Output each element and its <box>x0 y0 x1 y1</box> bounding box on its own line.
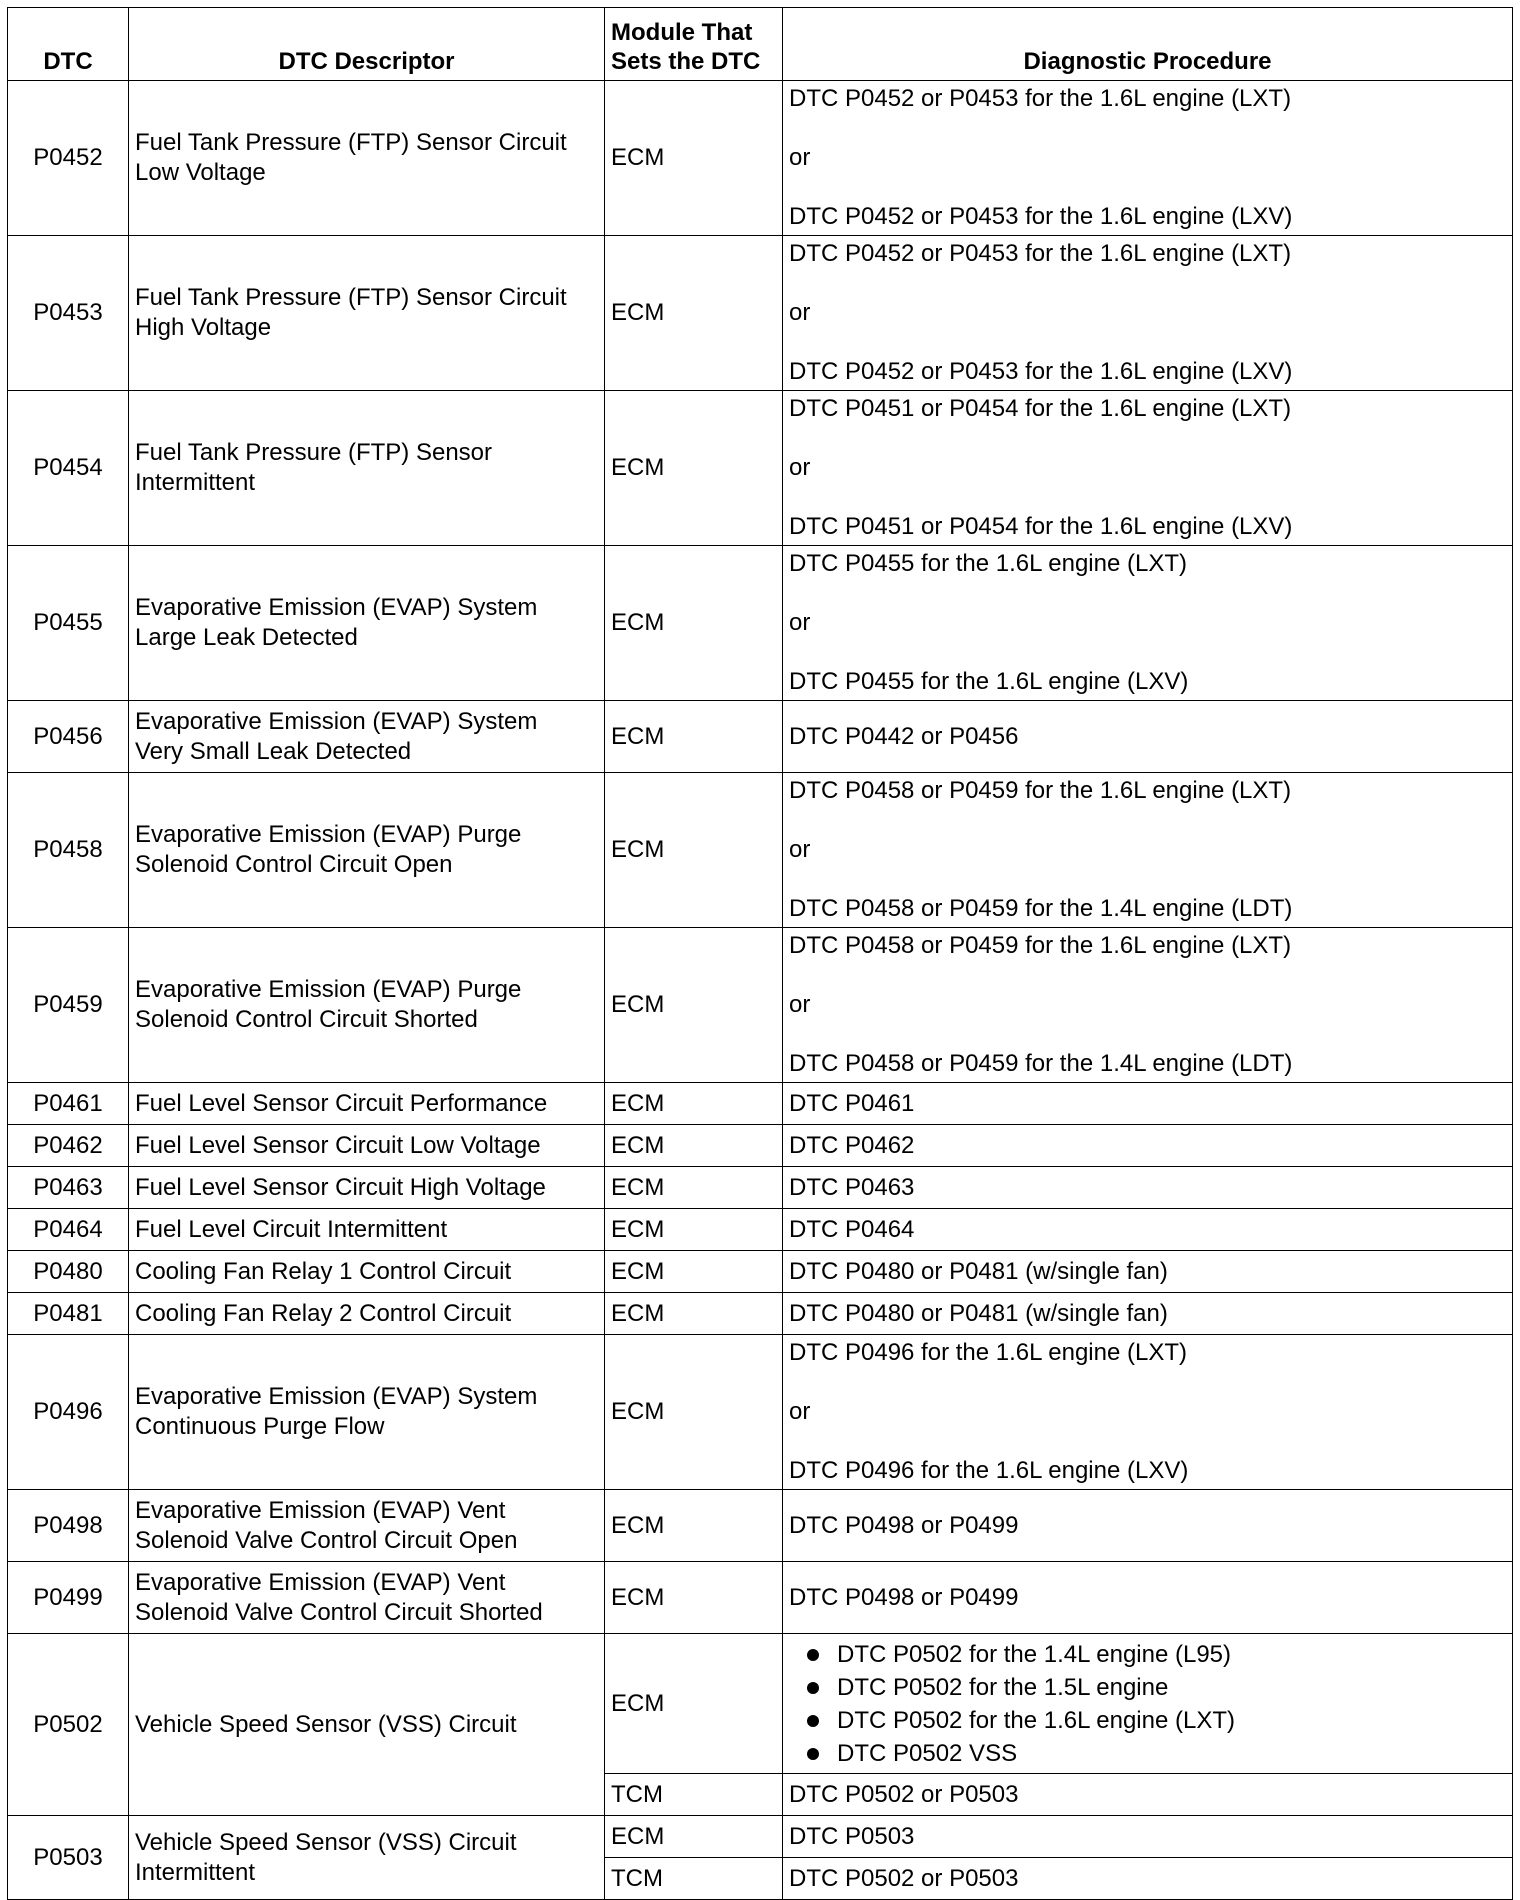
dtc-descriptor <box>129 1335 605 1490</box>
procedure-cell <box>783 1251 1513 1293</box>
table-row <box>8 391 1513 546</box>
header-dtc: DTC <box>8 8 129 81</box>
dtc-descriptor <box>129 1167 605 1209</box>
procedure-cell <box>783 773 1513 928</box>
table-row <box>8 1251 1513 1293</box>
table-row <box>8 1490 1513 1562</box>
dtc-code: P0502 <box>8 1634 129 1816</box>
descriptor-line: Evaporative Emission (EVAP) System <box>135 707 538 735</box>
table-row <box>8 1562 1513 1634</box>
module-cell: ECM <box>605 1293 783 1335</box>
dtc-code: P0459 <box>8 928 129 1083</box>
descriptor-line: Fuel Level Sensor Circuit Low Voltage <box>135 1131 541 1159</box>
procedure-separator: or <box>789 299 811 326</box>
procedure-link[interactable]: DTC P0451 or P0454 for the 1.6L engine (LXT) <box>789 395 1292 422</box>
procedure-link[interactable]: DTC P0464 <box>789 1215 915 1243</box>
table-row <box>8 1335 1513 1490</box>
dtc-descriptor <box>129 391 605 546</box>
dtc-descriptor <box>129 1209 605 1251</box>
module-cell: ECM <box>605 546 783 701</box>
descriptor-line: Evaporative Emission (EVAP) Purge <box>135 976 522 1003</box>
dtc-code: P0461 <box>8 1083 129 1125</box>
procedure-bullet-item <box>789 1638 1506 1671</box>
procedure-separator: or <box>789 836 811 863</box>
module-cell: ECM <box>605 1209 783 1251</box>
procedure-link[interactable]: DTC P0458 or P0459 for the 1.4L engine (LDT) <box>789 895 1293 922</box>
descriptor-line: Fuel Tank Pressure (FTP) Sensor Circuit <box>135 284 567 311</box>
procedure-link[interactable]: DTC P0452 or P0453 for the 1.6L engine (LXV) <box>789 358 1293 385</box>
procedure-link[interactable]: DTC P0502 or P0503 <box>783 1858 1513 1900</box>
module-cell: ECM <box>605 1562 783 1634</box>
procedure-cell <box>783 546 1513 701</box>
table-row-p0502-ecm <box>8 1634 1513 1774</box>
dtc-code: P0458 <box>8 773 129 928</box>
module-cell: ECM <box>605 701 783 773</box>
procedure-bullet-item <box>789 1704 1506 1737</box>
procedure-cell <box>783 1209 1513 1251</box>
procedure-link[interactable]: DTC P0458 or P0459 for the 1.4L engine (LDT) <box>789 1050 1293 1077</box>
dtc-code: P0480 <box>8 1251 129 1293</box>
table-header <box>8 8 1513 81</box>
descriptor-line: Low Voltage <box>135 159 266 186</box>
dtc-descriptor <box>129 773 605 928</box>
descriptor-line: Large Leak Detected <box>135 624 358 651</box>
table-row <box>8 81 1513 236</box>
descriptor-line: Evaporative Emission (EVAP) Purge <box>135 821 522 848</box>
procedure-link[interactable]: DTC P0502 for the 1.5L engine <box>837 1673 1169 1701</box>
table-row <box>8 1167 1513 1209</box>
descriptor-line: Fuel Level Sensor Circuit High Voltage <box>135 1173 546 1201</box>
procedure-link[interactable]: DTC P0458 or P0459 for the 1.6L engine (LXT) <box>789 777 1292 804</box>
procedure-link[interactable]: DTC P0458 or P0459 for the 1.6L engine (LXT) <box>789 932 1292 959</box>
dtc-descriptor <box>129 1562 605 1634</box>
module-cell: ECM <box>605 1083 783 1125</box>
descriptor-line: Evaporative Emission (EVAP) Vent <box>135 1568 506 1596</box>
table-row <box>8 236 1513 391</box>
dtc-descriptor <box>129 1251 605 1293</box>
procedure-link[interactable]: DTC P0455 for the 1.6L engine (LXT) <box>789 550 1187 577</box>
header-descriptor: DTC Descriptor <box>129 8 605 81</box>
header-module <box>605 8 783 81</box>
descriptor-line: Evaporative Emission (EVAP) System <box>135 594 538 621</box>
dtc-descriptor <box>129 236 605 391</box>
procedure-link[interactable]: DTC P0503 <box>783 1816 1513 1858</box>
procedure-link[interactable]: DTC P0480 or P0481 (w/single fan) <box>789 1299 1168 1327</box>
descriptor-line: Fuel Tank Pressure (FTP) Sensor Circuit <box>135 129 567 156</box>
descriptor-line: Solenoid Valve Control Circuit Open <box>135 1526 518 1554</box>
procedure-separator: or <box>789 609 811 636</box>
procedure-cell <box>783 928 1513 1083</box>
table-row <box>8 546 1513 701</box>
procedure-link[interactable]: DTC P0451 or P0454 for the 1.6L engine (LXV) <box>789 513 1293 540</box>
dtc-code: P0453 <box>8 236 129 391</box>
dtc-code: P0456 <box>8 701 129 773</box>
descriptor-line: Solenoid Valve Control Circuit Shorted <box>135 1598 543 1626</box>
procedure-cell <box>783 1562 1513 1634</box>
procedure-link[interactable]: DTC P0452 or P0453 for the 1.6L engine (LXT) <box>789 240 1292 267</box>
module-cell: TCM <box>605 1774 783 1816</box>
module-cell: ECM <box>605 773 783 928</box>
module-cell: ECM <box>605 1634 783 1774</box>
dtc-descriptor <box>129 81 605 236</box>
table-row <box>8 773 1513 928</box>
procedure-cell <box>783 1335 1513 1490</box>
table-body <box>8 81 1513 1900</box>
procedure-link[interactable]: DTC P0462 <box>789 1131 915 1159</box>
descriptor-line: Solenoid Control Circuit Open <box>135 851 453 878</box>
procedure-link[interactable]: DTC P0502 for the 1.4L engine (L95) <box>837 1640 1232 1668</box>
procedure-separator: or <box>789 991 811 1018</box>
dtc-descriptor <box>129 1125 605 1167</box>
dtc-descriptor <box>129 1490 605 1562</box>
procedure-cell <box>783 391 1513 546</box>
dtc-descriptor <box>129 1293 605 1335</box>
module-cell: ECM <box>605 1816 783 1858</box>
module-cell: ECM <box>605 1167 783 1209</box>
procedure-cell <box>783 236 1513 391</box>
procedure-link[interactable]: DTC P0502 for the 1.6L engine (LXT) <box>837 1706 1235 1734</box>
procedure-cell <box>783 1125 1513 1167</box>
table-row <box>8 1083 1513 1125</box>
descriptor-line: Evaporative Emission (EVAP) Vent <box>135 1496 506 1524</box>
header-procedure: Diagnostic Procedure <box>783 8 1513 81</box>
header-module-line2: Sets the DTC <box>611 48 761 75</box>
dtc-code: P0496 <box>8 1335 129 1490</box>
module-cell: ECM <box>605 1125 783 1167</box>
procedure-link[interactable]: DTC P0496 for the 1.6L engine (LXT) <box>789 1339 1187 1366</box>
procedure-cell <box>783 1634 1513 1774</box>
descriptor-line: Cooling Fan Relay 2 Control Circuit <box>135 1299 512 1327</box>
descriptor-line: Continuous Purge Flow <box>135 1413 385 1440</box>
procedure-link[interactable]: DTC P0496 for the 1.6L engine (LXV) <box>789 1457 1189 1484</box>
dtc-descriptor <box>129 928 605 1083</box>
descriptor-line: Evaporative Emission (EVAP) System <box>135 1383 538 1410</box>
procedure-bullet-item <box>789 1737 1506 1770</box>
dtc-code: P0503 <box>8 1816 129 1900</box>
module-cell: ECM <box>605 236 783 391</box>
procedure-link[interactable]: DTC P0463 <box>789 1173 915 1201</box>
dtc-code: P0462 <box>8 1125 129 1167</box>
dtc-descriptor: Vehicle Speed Sensor (VSS) Circuit <box>129 1634 605 1816</box>
module-cell: ECM <box>605 928 783 1083</box>
dtc-table <box>7 7 1513 1900</box>
procedure-cell <box>783 1293 1513 1335</box>
module-cell: ECM <box>605 1335 783 1490</box>
procedure-link[interactable]: DTC P0452 or P0453 for the 1.6L engine (LXV) <box>789 203 1293 230</box>
procedure-cell <box>783 81 1513 236</box>
table-row <box>8 1209 1513 1251</box>
procedure-cell <box>783 1167 1513 1209</box>
module-cell: TCM <box>605 1858 783 1900</box>
descriptor-line: Fuel Level Sensor Circuit Performance <box>135 1089 548 1117</box>
dtc-descriptor <box>129 1083 605 1125</box>
descriptor-line: Cooling Fan Relay 1 Control Circuit <box>135 1257 512 1285</box>
dtc-descriptor <box>129 701 605 773</box>
header-module-line1: Module That <box>611 19 753 46</box>
procedure-bullet-item <box>789 1671 1506 1704</box>
descriptor-line: Fuel Level Circuit Intermittent <box>135 1215 448 1243</box>
dtc-descriptor <box>129 546 605 701</box>
dtc-code: P0454 <box>8 391 129 546</box>
table-row <box>8 701 1513 773</box>
procedure-separator: or <box>789 144 811 171</box>
descriptor-line: Intermittent <box>135 469 256 496</box>
procedure-link[interactable]: DTC P0480 or P0481 (w/single fan) <box>789 1257 1168 1285</box>
dtc-code: P0464 <box>8 1209 129 1251</box>
module-cell: ECM <box>605 391 783 546</box>
descriptor-line: Fuel Tank Pressure (FTP) Sensor <box>135 439 493 466</box>
procedure-link[interactable]: DTC P0455 for the 1.6L engine (LXV) <box>789 668 1189 695</box>
procedure-link[interactable]: DTC P0442 or P0456 <box>789 722 1019 750</box>
module-cell: ECM <box>605 1490 783 1562</box>
procedure-cell <box>783 1083 1513 1125</box>
procedure-cell <box>783 1490 1513 1562</box>
descriptor-line: Solenoid Control Circuit Shorted <box>135 1006 478 1033</box>
dtc-code: P0481 <box>8 1293 129 1335</box>
procedure-separator: or <box>789 454 811 481</box>
header-row <box>8 8 1513 81</box>
procedure-link[interactable]: DTC P0452 or P0453 for the 1.6L engine (LXT) <box>789 85 1292 112</box>
dtc-code: P0455 <box>8 546 129 701</box>
descriptor-line: High Voltage <box>135 314 272 341</box>
procedure-link[interactable]: DTC P0498 or P0499 <box>789 1583 1019 1611</box>
procedure-link[interactable]: DTC P0502 VSS <box>837 1739 1018 1767</box>
procedure-separator: or <box>789 1398 811 1425</box>
dtc-code: P0499 <box>8 1562 129 1634</box>
table-row <box>8 1293 1513 1335</box>
dtc-code: P0452 <box>8 81 129 236</box>
procedure-link[interactable]: DTC P0498 or P0499 <box>789 1511 1019 1539</box>
procedure-bullet-list <box>789 1638 1506 1770</box>
procedure-link[interactable]: DTC P0502 or P0503 <box>783 1774 1513 1816</box>
dtc-code: P0463 <box>8 1167 129 1209</box>
procedure-link[interactable]: DTC P0461 <box>789 1089 915 1117</box>
procedure-cell <box>783 701 1513 773</box>
module-cell: ECM <box>605 1251 783 1293</box>
descriptor-line: Intermittent <box>135 1858 256 1886</box>
descriptor-line: Very Small Leak Detected <box>135 737 412 765</box>
descriptor-line: Vehicle Speed Sensor (VSS) Circuit <box>135 1828 517 1856</box>
dtc-descriptor <box>129 1816 605 1900</box>
table-row <box>8 928 1513 1083</box>
table-row-p0503-ecm <box>8 1816 1513 1858</box>
module-cell: ECM <box>605 81 783 236</box>
table-row <box>8 1125 1513 1167</box>
dtc-code: P0498 <box>8 1490 129 1562</box>
